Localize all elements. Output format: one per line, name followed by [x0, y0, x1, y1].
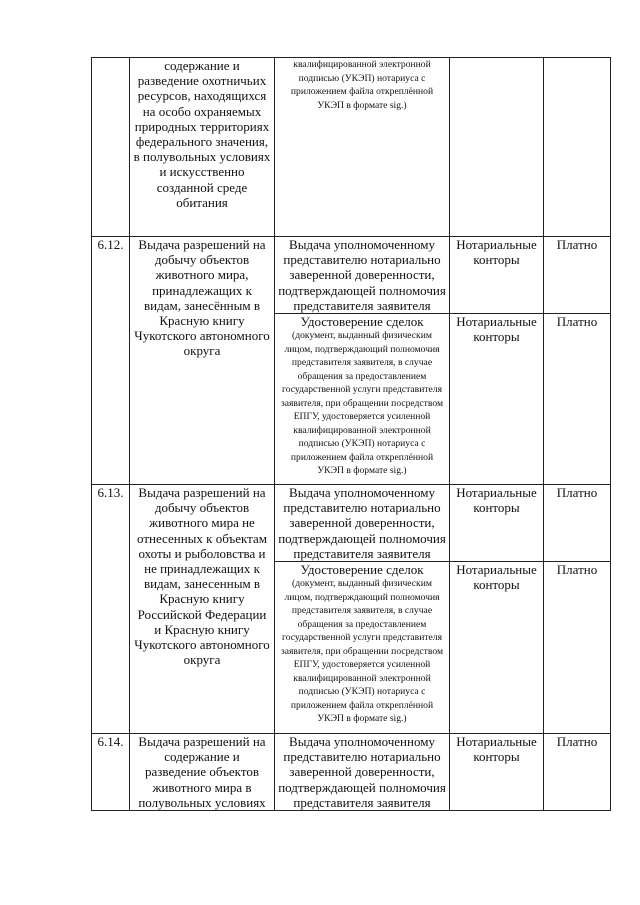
table-row: [92, 734, 611, 811]
issuing-organization: Нотариальные конторы: [450, 562, 544, 734]
payment-type: Платно: [544, 485, 611, 562]
payment-type: [544, 58, 611, 237]
issuing-organization: [450, 58, 544, 237]
payment-type: Платно: [544, 562, 611, 734]
document-label: Выдача уполномоченному представителю нотариально заверенной доверенности, подтверждающей полномочия представителя заявителя: [278, 734, 446, 810]
required-document: [275, 58, 450, 237]
row-number: [92, 58, 130, 237]
table-row: [92, 58, 611, 237]
payment-type: Платно: [544, 237, 611, 314]
service-name: Выдача разрешений на добычу объектов животного мира не отнесенных к объектам охоты и рыболовства и не принадлежащих к видам, занесенным в Красную книгу Российской Федерации и Красную книгу Чукотского автономного округа: [130, 485, 275, 734]
row-number: 6.13.: [92, 485, 130, 734]
document-note: (документ, выданный физическим лицом, подтверждающий полномочия представителя заявителя, в случае обращения за предоставлением государственной услуги представителя заявителя, при обращении посредством ЕПГУ, удостоверяется усиленной квалифицированной электронной подписью (УКЭП) нотариуса с приложением файла откреплённой УКЭП в формате sig.): [280, 330, 444, 477]
service-name: Выдача разрешений на добычу объектов животного мира, принадлежащих к видам, занесённым в Красную книгу Чукотского автономного округа: [130, 237, 275, 485]
document-label: Удостоверение сделок: [300, 314, 424, 330]
required-document: [275, 237, 450, 314]
payment-type: Платно: [544, 734, 611, 811]
issuing-organization: Нотариальные конторы: [450, 237, 544, 314]
service-name: содержание и разведение охотничьих ресурсов, находящихся на особо охраняемых природных территориях федерального значения, в полувольных условиях и искусственно созданной среде обитания: [130, 58, 275, 237]
issuing-organization: Нотариальные конторы: [450, 485, 544, 562]
issuing-organization: Нотариальные конторы: [450, 734, 544, 811]
required-document: [275, 734, 450, 811]
service-name: Выдача разрешений на содержание и разведение объектов животного мира в полувольных условиях: [130, 734, 275, 811]
document-label: Выдача уполномоченному представителю нотариально заверенной доверенности, подтверждающей полномочия представителя заявителя: [278, 485, 446, 561]
required-document: [275, 314, 450, 485]
document-label: Выдача уполномоченному представителю нотариально заверенной доверенности, подтверждающей полномочия представителя заявителя: [278, 237, 446, 313]
row-number: 6.12.: [92, 237, 130, 485]
payment-type: Платно: [544, 314, 611, 485]
document-note: (документ, выданный физическим лицом, подтверждающий полномочия представителя заявителя, в случае обращения за предоставлением государственной услуги представителя заявителя, при обращении посредством ЕПГУ, удостоверяется усиленной квалифицированной электронной подписью (УКЭП) нотариуса с приложением файла откреплённой УКЭП в формате sig.): [280, 578, 444, 725]
table-row: [92, 485, 611, 562]
services-table: [91, 57, 611, 811]
table-row: [92, 237, 611, 314]
required-document: [275, 485, 450, 562]
required-document: [275, 562, 450, 734]
document-label: Удостоверение сделок: [300, 562, 424, 578]
document-note: квалифицированной электронной подписью (УКЭП) нотариуса с приложением файла откреплённой УКЭП в формате sig.): [290, 59, 434, 111]
row-number: 6.14.: [92, 734, 130, 811]
issuing-organization: Нотариальные конторы: [450, 314, 544, 485]
